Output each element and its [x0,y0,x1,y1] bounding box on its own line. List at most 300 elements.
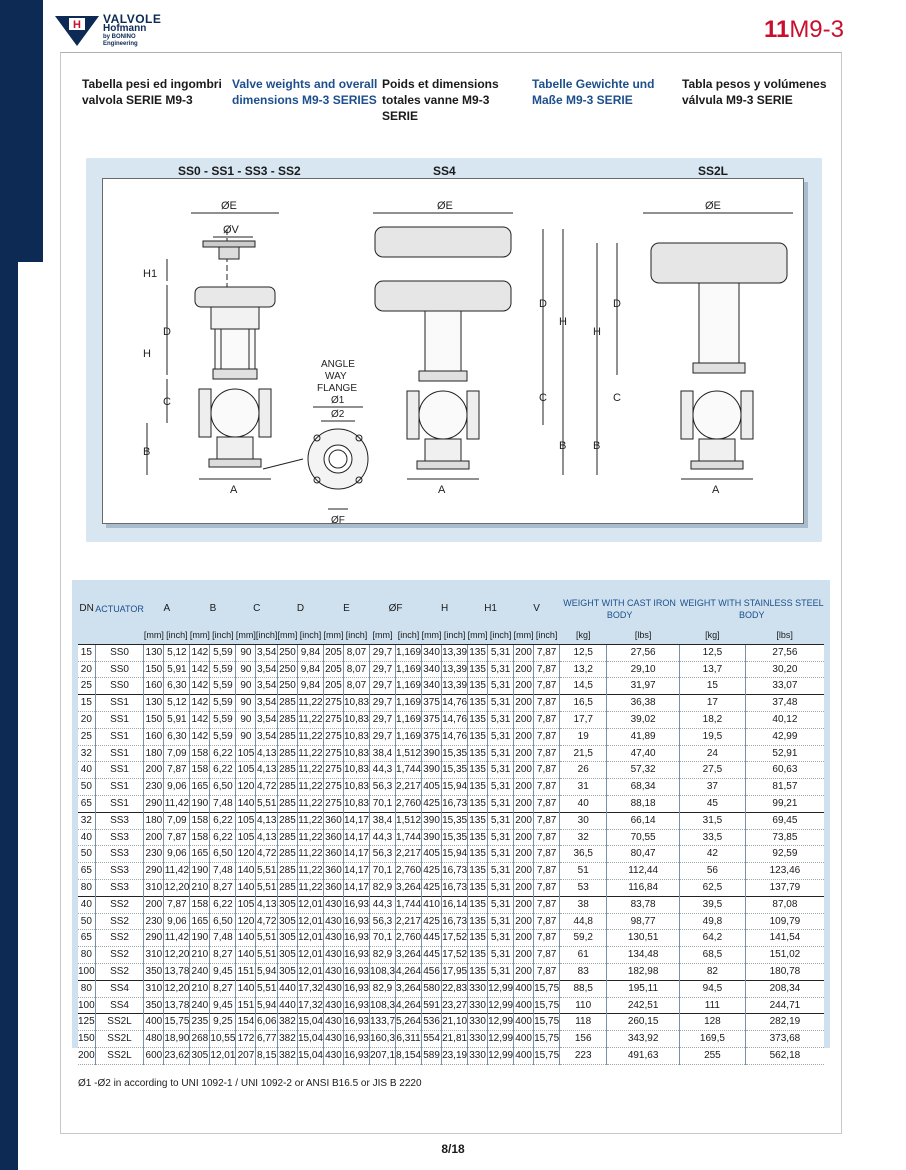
table-cell: 405 [422,846,442,863]
table-cell: 15,04 [297,1047,323,1064]
table-cell: 140 [236,795,256,812]
table-cell: 16,93 [343,896,369,913]
table-cell: 285 [277,779,297,796]
table-cell: 11,22 [297,812,323,829]
table-cell: 140 [236,947,256,964]
table-cell: 242,51 [607,997,680,1014]
table-cell: 285 [277,879,297,896]
table-cell: 5,31 [488,745,514,762]
table-cell: 15 [78,644,95,661]
table-row [78,762,824,779]
table-cell: 350 [144,997,164,1014]
table-cell: 14,17 [343,812,369,829]
table-cell: 7,09 [164,812,190,829]
table-cell: 200 [514,762,534,779]
table-cell: 12,01 [297,930,323,947]
dim-label-c2: C [539,392,547,404]
table-cell: 11,42 [164,930,190,947]
table-cell: 5,51 [256,930,278,947]
table-cell: 108,3 [370,963,396,980]
table-row [78,879,824,896]
table-cell: 2,760 [396,863,422,880]
table-cell: 15,94 [442,846,468,863]
table-cell: 11,22 [297,711,323,728]
table-cell: 158 [190,762,210,779]
table-cell: 110 [560,997,607,1014]
table-cell: SS2 [95,913,144,930]
table-cell: 200 [514,695,534,712]
table-cell: 7,87 [534,829,560,846]
table-cell: 99,21 [745,795,824,812]
table-cell: 56 [679,863,745,880]
table-cell: 12,01 [297,947,323,964]
table-cell: 11,22 [297,779,323,796]
logo-line-4: Engineering [103,41,138,47]
table-cell: 5,51 [256,879,278,896]
table-cell: 83 [560,963,607,980]
table-cell: SS3 [95,863,144,880]
table-cell: 7,87 [534,711,560,728]
title-it: Tabella pesi ed ingombri valvola SERIE M9-3 [82,77,222,107]
logo-line-1: VALVOLE [103,12,162,26]
dim-label-h-2: H [559,316,567,328]
table-cell: 240 [190,963,210,980]
table-cell: 5,31 [488,695,514,712]
table-cell: 42,99 [745,728,824,745]
unit-cell: [mm] [513,630,534,640]
table-cell: 18,90 [164,1031,190,1048]
table-cell: 135 [468,795,488,812]
table-cell: 16,93 [343,1014,369,1031]
dim-label-d1: D [163,326,171,338]
table-cell: 445 [422,930,442,947]
table-cell: 360 [323,846,343,863]
table-cell: 57,32 [607,762,680,779]
table-cell: 135 [468,863,488,880]
page-code-number: 11 [763,16,790,43]
table-cell: 44,8 [560,913,607,930]
valve-logo-icon [55,16,99,46]
table-cell: 1,512 [396,812,422,829]
table-cell: 410 [422,896,442,913]
table-cell: 11,22 [297,846,323,863]
left-band-notch [18,262,38,1170]
table-cell: 32 [78,812,95,829]
table-cell: 42 [679,846,745,863]
table-cell: 51 [560,863,607,880]
table-cell: 23,19 [442,1047,468,1064]
table-cell: 135 [468,930,488,947]
top-navy-band [38,0,43,262]
table-cell: 160 [144,678,164,695]
table-cell: 12,20 [164,879,190,896]
table-cell: 15 [78,695,95,712]
table-cell: 205 [323,678,343,695]
table-cell: 6,22 [210,745,236,762]
table-cell: 430 [323,913,343,930]
table-cell: 142 [190,644,210,661]
table-cell: 17,7 [560,711,607,728]
table-row [78,695,824,712]
table-cell: SS2L [95,1031,144,1048]
table-cell: 5,31 [488,812,514,829]
table-cell: 3,264 [396,980,422,997]
table-cell: 4,13 [256,762,278,779]
table-cell: 25 [78,678,95,695]
table-cell: 382 [277,1014,297,1031]
table-cell: 430 [323,896,343,913]
drawing-label-group1: SS0 - SS1 - SS3 - SS2 [178,164,301,178]
table-cell: 69,45 [745,812,824,829]
drawing-label-group3: SS2L [698,164,729,178]
multilingual-titles [82,76,832,124]
table-cell: 591 [422,997,442,1014]
table-cell: 425 [422,863,442,880]
table-cell: 82 [679,963,745,980]
table-cell: 142 [190,695,210,712]
table-cell: 210 [190,980,210,997]
table-cell: SS1 [95,795,144,812]
table-cell: 120 [236,913,256,930]
table-cell: 5,51 [256,863,278,880]
drawing-label-group2: SS4 [433,164,456,178]
table-cell: 285 [277,695,297,712]
table-cell: 230 [144,913,164,930]
table-cell: 108,3 [370,997,396,1014]
table-cell: 29,10 [607,661,680,678]
title-en: Valve weights and overall dimensions M9-3 SERIES [232,77,378,107]
table-cell: 30,20 [745,661,824,678]
table-cell: 4,264 [396,997,422,1014]
dim-label-h-1: H [143,348,151,360]
table-cell: 105 [236,762,256,779]
table-cell: 17 [679,695,745,712]
table-cell: 12,01 [297,896,323,913]
table-row [78,812,824,829]
table-cell: 29,7 [370,644,396,661]
table-cell: 4,72 [256,846,278,863]
table-cell: 158 [190,896,210,913]
table-cell: 16,93 [343,963,369,980]
table-cell: 31,5 [679,812,745,829]
table-cell: 250 [277,678,297,695]
table-cell: 7,87 [164,829,190,846]
table-cell: 9,84 [297,678,323,695]
table-row [78,863,824,880]
table-cell: 390 [422,745,442,762]
table-cell: 180 [144,745,164,762]
table-cell: 425 [422,879,442,896]
table-cell: 70,1 [370,795,396,812]
table-cell: 156 [560,1031,607,1048]
table-cell: 14,76 [442,711,468,728]
table-cell: 200 [514,930,534,947]
col-header-f: ØF [388,603,403,614]
table-cell: SS2 [95,896,144,913]
unit-cell: [inch] [397,630,420,640]
table-cell: 4,13 [256,896,278,913]
table-cell: 40 [560,795,607,812]
table-cell: 49,8 [679,913,745,930]
table-cell: 12,20 [164,980,190,997]
table-cell: 140 [236,879,256,896]
unit-cell: [mm] [189,630,210,640]
table-cell: 5,31 [488,846,514,863]
table-cell: 200 [514,779,534,796]
table-cell: SS0 [95,644,144,661]
table-cell: 21,10 [442,1014,468,1031]
col-header-e: E [343,603,350,614]
dim-label-a3: A [712,484,720,496]
table-cell: 31,97 [607,678,680,695]
table-cell: 250 [277,661,297,678]
table-cell: 17,95 [442,963,468,980]
table-cell: 31 [560,779,607,796]
table-row [78,1031,824,1048]
table-cell: SS2 [95,947,144,964]
standards-note: Ø1 -Ø2 in according to UNI 1092-1 / UNI 1092-2 or ANSI B16.5 or JIS B 2220 [78,1078,422,1089]
table-cell: 15,35 [442,745,468,762]
table-cell: 130,51 [607,930,680,947]
table-cell: 105 [236,829,256,846]
table-cell: 21,81 [442,1031,468,1048]
table-cell: 7,87 [534,879,560,896]
table-cell: 5,31 [488,711,514,728]
dim-label-d3: D [613,298,621,310]
table-cell: 15,04 [297,1014,323,1031]
table-cell: 3,54 [256,695,278,712]
unit-cell: [mm] [372,630,393,640]
logo-text [103,14,161,48]
table-cell: 80 [78,980,95,997]
table-cell: 160 [144,728,164,745]
table-cell: 135 [468,728,488,745]
unit-cell [78,628,95,644]
page-number: 8/18 [441,1142,465,1156]
table-cell: 9,45 [210,997,236,1014]
table-cell: 1,169 [396,728,422,745]
table-cell: 82,9 [370,947,396,964]
table-cell: 305 [277,963,297,980]
table-cell: 182,98 [607,963,680,980]
table-cell: SS3 [95,879,144,896]
table-cell: 90 [236,678,256,695]
table-cell: 12,99 [488,1047,514,1064]
table-row [78,846,824,863]
table-row [78,661,824,678]
table-cell: 9,84 [297,661,323,678]
table-cell: 310 [144,879,164,896]
table-cell: 65 [78,863,95,880]
table-cell: 15,04 [297,1031,323,1048]
unit-cell: [inch] [212,630,234,640]
table-cell: 5,31 [488,963,514,980]
table-cell: 200 [78,1047,95,1064]
table-cell: 29,7 [370,728,396,745]
table-cell: 15,75 [534,1047,560,1064]
table-cell: 275 [323,711,343,728]
table-cell: 2,760 [396,930,422,947]
table-cell: 66,14 [607,812,680,829]
table-cell: 260,15 [607,1014,680,1031]
table-cell: 285 [277,711,297,728]
dim-label-c1: C [163,396,171,408]
table-cell: 4,13 [256,812,278,829]
table-cell: 5,31 [488,795,514,812]
table-cell: 68,34 [607,779,680,796]
table-cell: 12,01 [210,1047,236,1064]
table-cell: 200 [514,795,534,812]
table-row [78,711,824,728]
table-cell: 142 [190,661,210,678]
col-header-dn: DN [79,603,94,614]
col-header-h: H [440,603,449,614]
table-cell: 9,25 [210,1014,236,1031]
table-cell: 1,169 [396,695,422,712]
table-cell: 340 [422,644,442,661]
table-cell: 52,91 [745,745,824,762]
table-row [78,1014,824,1031]
table-cell: 5,31 [488,644,514,661]
unit-cell: [mm] [277,630,298,640]
table-cell: 165 [190,779,210,796]
valve-drawing-svg [103,179,805,525]
table-cell: 10,83 [343,779,369,796]
table-cell: 150 [78,1031,95,1048]
dimensions-table [78,590,824,1065]
table-cell: 68,5 [679,947,745,964]
dim-label-a1: A [230,484,238,496]
table-cell: 6,77 [256,1031,278,1048]
table-cell: 430 [323,997,343,1014]
table-cell: 16,93 [343,997,369,1014]
dim-label-e1: ØE [221,200,237,212]
table-cell: 8,27 [210,879,236,896]
table-cell: 82,9 [370,980,396,997]
table-cell: 390 [422,829,442,846]
table-cell: 15 [679,678,745,695]
table-cell: 90 [236,661,256,678]
table-cell: 38,4 [370,812,396,829]
table-row [78,930,824,947]
table-cell: 10,83 [343,711,369,728]
table-cell: 7,09 [164,745,190,762]
table-cell: 40 [78,762,95,779]
table-cell: 290 [144,795,164,812]
table-cell: 123,46 [745,863,824,880]
table-cell: 33,07 [745,678,824,695]
table-cell: 310 [144,980,164,997]
table-cell: 200 [514,644,534,661]
table-cell: 135 [468,661,488,678]
table-cell: 200 [144,896,164,913]
table-cell: 11,22 [297,695,323,712]
table-cell: 390 [422,762,442,779]
table-cell: 142 [190,728,210,745]
table-cell: 135 [468,879,488,896]
table-cell: 3,54 [256,678,278,695]
table-cell: 285 [277,812,297,829]
table-cell: 18,2 [679,711,745,728]
table-cell: 360 [323,863,343,880]
dim-label-2: Ø2 [331,409,345,420]
dimensions-table-panel [72,580,830,1061]
table-cell: 37,48 [745,695,824,712]
angle-way-flange-view [263,359,368,525]
table-cell: 7,48 [210,795,236,812]
table-cell: 5,31 [488,779,514,796]
table-cell: 200 [514,829,534,846]
table-cell: 4,13 [256,829,278,846]
table-row [78,997,824,1014]
table-cell: 375 [422,728,442,745]
table-cell: 1,169 [396,661,422,678]
table-cell: 7,87 [534,812,560,829]
table-cell: 305 [277,913,297,930]
table-cell: 330 [468,1031,488,1048]
valve-view-1 [143,200,279,496]
table-cell: 94,5 [679,980,745,997]
table-cell: 23,62 [164,1047,190,1064]
table-cell: 82,9 [370,879,396,896]
table-cell: 491,63 [607,1047,680,1064]
table-cell: 36,38 [607,695,680,712]
table-cell: 10,83 [343,795,369,812]
table-cell: 6,50 [210,846,236,863]
table-cell: 330 [468,997,488,1014]
table-cell: 64,2 [679,930,745,947]
table-cell: 22,83 [442,980,468,997]
table-cell: 16,73 [442,863,468,880]
table-cell: 5,31 [488,678,514,695]
table-cell: 17,52 [442,930,468,947]
table-cell: 172 [236,1031,256,1048]
company-logo [55,14,161,48]
table-cell: 305 [277,930,297,947]
table-cell: 3,264 [396,879,422,896]
table-cell: 154 [236,1014,256,1031]
table-cell: 16,73 [442,913,468,930]
table-cell: 375 [422,695,442,712]
table-cell: 40,12 [745,711,824,728]
col-header-v: V [533,603,540,614]
table-cell: 16,93 [343,1031,369,1048]
table-cell: 15,75 [534,997,560,1014]
table-cell: 207 [236,1047,256,1064]
table-cell: 5,59 [210,644,236,661]
table-cell: 105 [236,812,256,829]
table-cell: 1,512 [396,745,422,762]
table-cell: 112,44 [607,863,680,880]
table-cell: 142 [190,711,210,728]
table-cell: 4,72 [256,779,278,796]
table-cell: 382 [277,1031,297,1048]
unit-cell: [mm] [235,630,256,640]
table-cell: 440 [277,997,297,1014]
table-cell: 285 [277,863,297,880]
table-cell: 92,59 [745,846,824,863]
table-cell: 7,87 [534,644,560,661]
table-cell: 20 [78,661,95,678]
table-cell: 554 [422,1031,442,1048]
table-cell: SS4 [95,980,144,997]
table-cell: 53 [560,879,607,896]
table-cell: 135 [468,913,488,930]
table-cell: 56,3 [370,913,396,930]
unit-cell: [inch] [489,630,512,640]
table-cell: 305 [277,947,297,964]
table-cell: 13,2 [560,661,607,678]
